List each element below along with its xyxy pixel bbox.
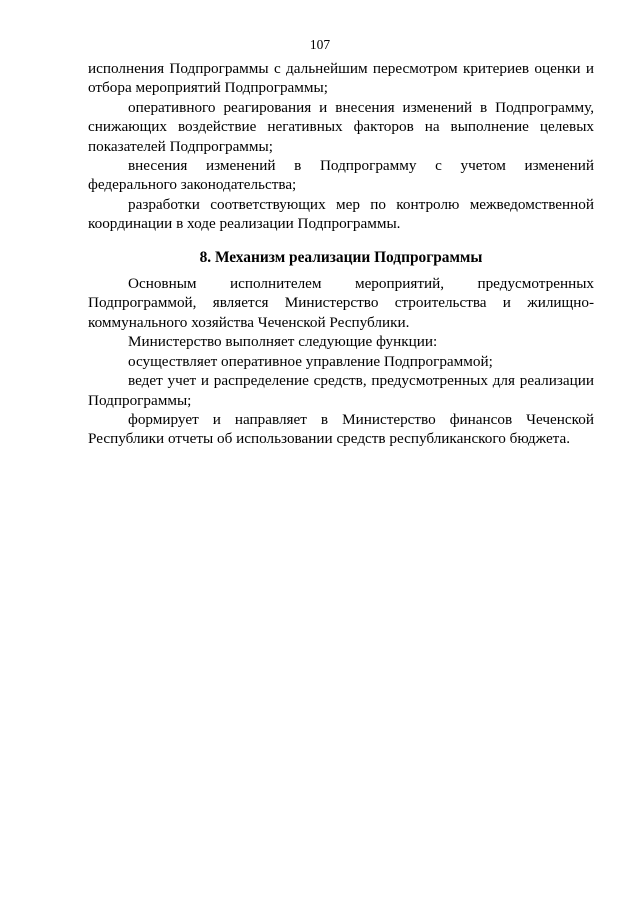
paragraph-continuation: исполнения Подпрограммы с дальнейшим пересмотром критериев оценки и отбора мероприятий Подпрограммы; — [88, 60, 594, 97]
page-number: 107 — [309, 37, 331, 52]
list-item-paragraph: внесения изменений в Подпрограмму с учетом изменений федерального законодательства; — [88, 157, 594, 194]
paragraph: Основным исполнителем мероприятий, предусмотренных Подпрограммой, является Министерство строительства и жилищно-коммунального хозяйства Чеченской Республики. — [88, 275, 594, 331]
list-item-paragraph: осуществляет оперативное управление Подпрограммой; — [128, 352, 493, 370]
list-item-paragraph: формирует и направляет в Министерство финансов Чеченской Республики отчеты об использовании средств республиканского бюджета. — [88, 410, 594, 448]
document-body — [88, 59, 594, 449]
list-item-paragraph: ведет учет и распределение средств, предусмотренных для реализации Подпрограммы; — [88, 372, 594, 409]
list-item-paragraph: оперативного реагирования и внесения изменений в Подпрограмму, снижающих воздействие негативных факторов на выполнение целевых показателей Подпрограммы; — [88, 98, 594, 155]
paragraph: Министерство выполняет следующие функции: — [128, 333, 438, 351]
list-item-paragraph: разработки соответствующих мер по контролю межведомственной координации в ходе реализации Подпрограммы. — [88, 195, 594, 233]
section-heading: 8. Механизм реализации Подпрограммы — [199, 248, 483, 266]
